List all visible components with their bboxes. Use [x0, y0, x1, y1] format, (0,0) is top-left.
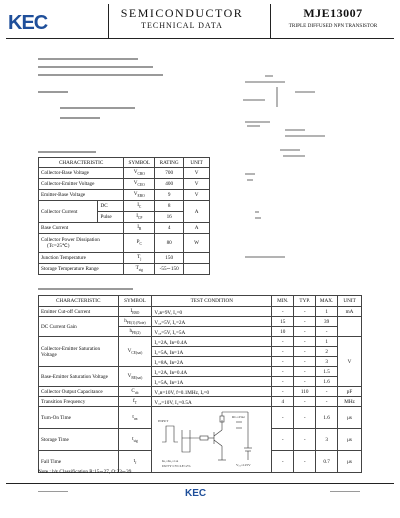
- switching-test-circuit: [152, 408, 270, 472]
- circuit-note-2: DUTY CYCLE≤2%: [162, 463, 191, 468]
- package-outline-drawing: [225, 62, 395, 267]
- header-title: SEMICONDUCTOR: [120, 6, 244, 20]
- header-divider-left: [108, 4, 109, 38]
- classification-note: Note : hᶠᴇ Classification R:15∼27, O:23∼39: [38, 469, 132, 475]
- feature-text: [60, 107, 135, 109]
- table-row: Collector Power Dissipation (Tc=25℃) $P_C$ 80 W: [39, 234, 210, 253]
- col-max: MAX.: [316, 296, 338, 307]
- footer-rule: [6, 483, 394, 484]
- footer-logo: KEC: [185, 488, 207, 499]
- table-row: Pulse $I_{CP}$ 16: [39, 212, 210, 223]
- elec-char-heading: [38, 288, 133, 290]
- col-test-condition: TEST CONDITION: [152, 296, 272, 307]
- header-rule: [6, 38, 394, 39]
- header-divider-right: [270, 4, 271, 38]
- table-row: Turn-On Time $t_{on}$ INPUT RL=25Ω V꜀꜀=125V Iʙ₁=Iʙ₂=1A DUTY CYCLE≤2% - - 1.6 μs: [39, 407, 362, 429]
- company-logo: KEC: [8, 12, 48, 34]
- table-row: Base-Emitter Saturation Voltage $V_{BE(sat)}$ I꜀=2A, Iʙ=0.4A - - 1.5: [39, 367, 362, 377]
- table-row: Fall Time $t_f$ - - 0.7 μs: [39, 451, 362, 473]
- max-ratings-heading: [38, 151, 96, 153]
- application-text: [38, 74, 163, 76]
- electrical-characteristics-table: [38, 295, 362, 473]
- table-row: I꜀=5A, Iʙ=1A - - 2: [39, 347, 362, 357]
- col-characteristic: CHARACTERISTIC: [39, 158, 124, 168]
- col-unit: UNIT: [184, 158, 210, 168]
- footer-left-text: [38, 491, 68, 492]
- application-text: [38, 58, 138, 60]
- table-row: Junction Temperature $T_j$ 150: [39, 253, 210, 264]
- part-description: TRIPLE DIFFUSED NPN TRANSISTOR: [288, 23, 378, 29]
- circuit-vcc-label: V꜀꜀=125V: [236, 462, 252, 467]
- table-row: Emitter Cut-off Current $I_{EBO}$ Vₑʙ=9V, I꜀=0 - - 1 mA: [39, 307, 362, 317]
- table-row: Emitter-Base Voltage $V_{EBO}$ 9 V: [39, 190, 210, 201]
- switching-test-circuit-cell: [152, 407, 272, 473]
- table-row: Storage Time $t_{stg}$ - - 3 μs: [39, 429, 362, 451]
- table-row: Storage Temperature Range $T_{stg}$ -55∼150: [39, 264, 210, 275]
- table-row: DC Current Gain $h_{FE(1) (Note)}$ V꜀ₑ=5V, I꜀=2A 15 - 39: [39, 317, 362, 327]
- circuit-rl-label: RL=25Ω: [232, 414, 245, 419]
- col-symbol: SYMBOL: [124, 158, 155, 168]
- table-row: Collector-Emitter Voltage $V_{CEO}$ 400 V: [39, 179, 210, 190]
- table-row: Collector-Base Voltage $V_{CBO}$ 700 V: [39, 168, 210, 179]
- table-row: Collector Output Capacitance $C_{ob}$ V꜀ʙ=10V, f=0.1MHz, Iₑ=0 - 110 - pF: [39, 387, 362, 397]
- table-row: $h_{FE(2)}$ V꜀ₑ=5V, I꜀=5A 10 - -: [39, 327, 362, 337]
- col-characteristic: CHARACTERISTIC: [39, 296, 119, 307]
- col-symbol: SYMBOL: [118, 296, 152, 307]
- part-number: MJE13007: [303, 6, 363, 20]
- table-row: Transition Frequency $f_T$ V꜀ₑ=10V, I꜀=0.5A 4 - - MHz: [39, 397, 362, 407]
- table-row: I꜀=5A, Iʙ=1A - - 1.6: [39, 377, 362, 387]
- table-row: Base Current $I_B$ 4 A: [39, 223, 210, 234]
- col-typ: TYP.: [294, 296, 316, 307]
- table-row: Collector Current DC $I_C$ 8 A: [39, 201, 210, 212]
- feature-text: [60, 117, 100, 119]
- circuit-input-label: INPUT: [158, 418, 169, 423]
- footer-right-text: [330, 491, 360, 492]
- col-min: MIN.: [272, 296, 294, 307]
- features-heading: [38, 91, 68, 93]
- max-ratings-table: [38, 157, 210, 275]
- application-text: [38, 66, 153, 68]
- col-rating: RATING: [155, 158, 184, 168]
- col-unit: UNIT: [338, 296, 362, 307]
- table-row: Collector-Emitter Saturation Voltage $V_{CE(sat)}$ I꜀=2A, Iʙ=0.4A - - 1 V: [39, 337, 362, 347]
- header-subtitle: TECHNICAL DATA: [141, 21, 223, 30]
- circuit-note-1: Iʙ₁=Iʙ₂=1A: [162, 458, 179, 463]
- table-row: I꜀=8A, Iʙ=2A - - 3: [39, 357, 362, 367]
